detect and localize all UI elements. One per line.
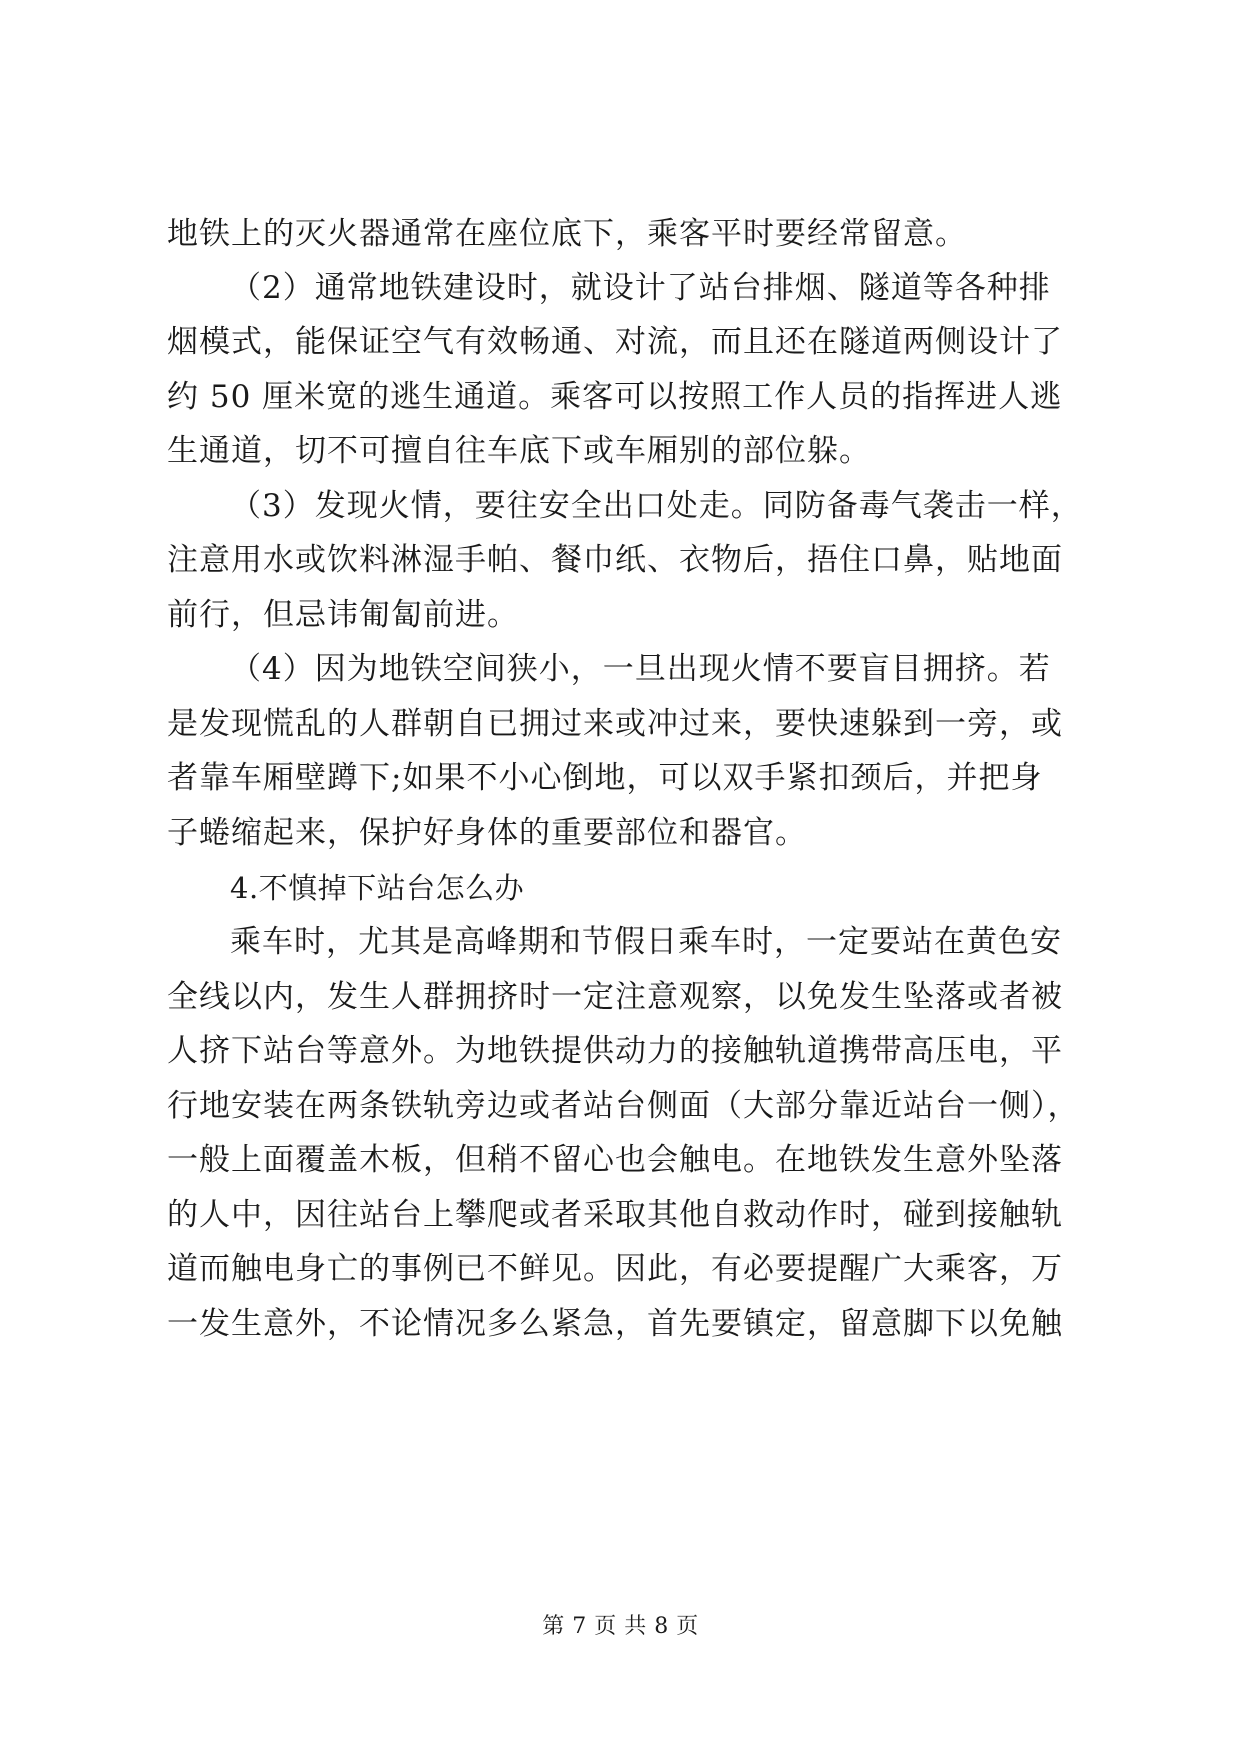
body-line: 一般上面覆盖木板，但稍不留心也会触电。在地铁发生意外坠落 — [167, 1142, 1063, 1178]
body-line: （3）发现火情，要往安全出口处走。同防备毒气袭击一样， — [230, 488, 1083, 524]
section-heading: 4.不慎掉下站台怎么办 — [230, 871, 525, 905]
body-line: 前行，但忌讳匍匐前进。 — [167, 597, 519, 633]
body-line: 地铁上的灭火器通常在座位底下，乘客平时要经常留意。 — [167, 216, 967, 252]
body-line: 者靠车厢壁蹲下;如果不小心倒地，可以双手紧扣颈后，并把身 — [167, 760, 1043, 796]
body-line: 约 50 厘米宽的逃生通道。乘客可以按照工作人员的指挥进人逃 — [167, 379, 1063, 415]
body-line: 子蜷缩起来，保护好身体的重要部位和器官。 — [167, 815, 807, 851]
body-line: 全线以内，发生人群拥挤时一定注意观察，以免发生坠落或者被 — [167, 979, 1063, 1015]
body-line: 的人中，因往站台上攀爬或者采取其他自救动作时，碰到接触轨 — [167, 1197, 1063, 1233]
body-line: 行地安装在两条铁轨旁边或者站台侧面（大部分靠近站台一侧）， — [167, 1088, 1080, 1124]
body-line: 烟模式，能保证空气有效畅通、对流，而且还在隧道两侧设计了 — [167, 324, 1063, 360]
body-line: 道而触电身亡的事例已不鲜见。因此，有必要提醒广大乘客，万 — [167, 1251, 1063, 1287]
body-line: 注意用水或饮料淋湿手帕、餐巾纸、衣物后，捂住口鼻，贴地面 — [167, 542, 1063, 578]
body-line: 生通道，切不可擅自往车底下或车厢别的部位躲。 — [167, 433, 871, 469]
body-line: 人挤下站台等意外。为地铁提供动力的接触轨道携带高压电，平 — [167, 1033, 1063, 1069]
body-line: 乘车时，尤其是高峰期和节假日乘车时，一定要站在黄色安 — [230, 924, 1062, 960]
page-number-footer: 第 7 页 共 8 页 — [542, 1614, 699, 1639]
body-line: 一发生意外，不论情况多么紧急，首先要镇定，留意脚下以免触 — [167, 1306, 1063, 1342]
body-line: （4）因为地铁空间狭小，一旦出现火情不要盲目拥挤。若 — [230, 651, 1051, 687]
body-line: （2）通常地铁建设时，就设计了站台排烟、隧道等各种排 — [230, 270, 1051, 306]
body-line: 是发现慌乱的人群朝自已拥过来或冲过来，要快速躲到一旁，或 — [167, 706, 1063, 742]
